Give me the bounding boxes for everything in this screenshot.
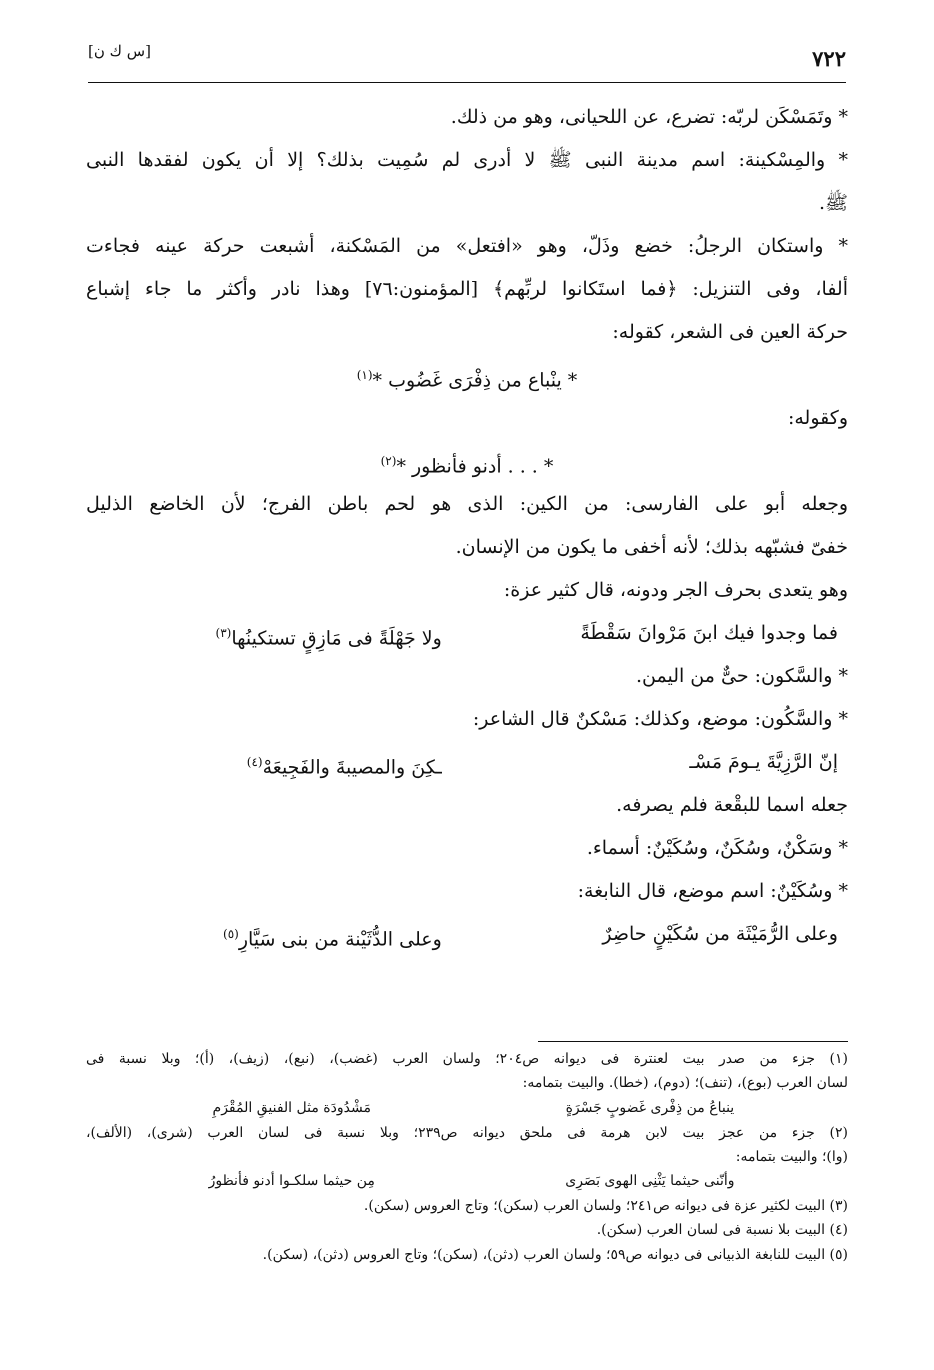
entry-kuthayyir-intro: وهو يتعدى بحرف الجر ودونه، قال كثير عزة:: [503, 579, 848, 601]
footnote-1-line2: لسان العرب (بوع)، (تنف)؛ (دوم)، (خطا). والبيت بتمامه:: [522, 1075, 848, 1092]
footnote-mark-2: (٢): [380, 454, 397, 468]
footnote-2-verse-b: مِن حيثما سلكـوا أدنو فأنظورُ: [208, 1173, 375, 1190]
entry-buqa: جعله اسما للبقْعة فلم يصرفه.: [616, 794, 848, 816]
verse-1-text: * ينْباع من ذِفْرَى غَضُوب *: [372, 369, 578, 392]
footnote-rule: [538, 1041, 848, 1042]
entry-sakun-place: * والسَّكُون: موضع، وكذلك: مَسْكنٌ قال الشاعر:: [472, 708, 848, 730]
verse-4-second-hemistich: [91, 741, 442, 784]
entry-istakana-line1: * واستكان الرجلُ: خضع وذَلّ، وهو «افتعل» من المَسْكنة، أشبعت حركة عينه فجاءت: [86, 235, 848, 257]
footnote-mark-1: (١): [356, 368, 373, 382]
page-number: ٧٢٢: [812, 46, 846, 71]
entry-sakun-tribe: * والسَّكون: حىٌّ من اليمن.: [635, 665, 848, 687]
footnote-5: (٥) البيت للنابغة الذبيانى فى ديوانه ص٥٩؛ ولسان العرب (دثن)، (سكن)؛ وتاج العروس (دثن)، (سكن).: [262, 1246, 848, 1263]
verse-4-first-hemistich: إنّ الرَّزِيَّةَ يـومَ مَسْـ: [689, 751, 838, 773]
footnote-1-verse-a: ينباعُ من ذِفْرى غَضوبٍ جَسْرَةٍ: [565, 1099, 735, 1116]
verse-2: [86, 440, 848, 483]
footnote-mark-3: (٣): [215, 626, 232, 640]
verse-3-second-text: ولا جَهْلَةً فى مَازِقٍ تستكينُها: [231, 627, 442, 650]
verse-5-first-hemistich: وعلى الرُّمَيْثَة من سُكَيْنٍ حاضِرٌ: [602, 923, 838, 945]
footnote-2-verse-a: وأنّنى حيثما يَثْنِى الهوى بَصَرِى: [565, 1173, 735, 1190]
verse-4-second-text: ـكِنَ والمصيبةَ والفَجِيعَهْ: [262, 756, 442, 779]
section-reference: [س ك ن]: [88, 42, 151, 60]
footnote-2-line2: (وا)؛ والبيت بتمامه:: [735, 1148, 848, 1165]
main-text: [86, 96, 848, 956]
verse-2-text: * . . . أدنو فأنظور *: [396, 455, 554, 478]
footnote-2-verse: [86, 1169, 848, 1194]
footnote-4: (٤) البيت بلا نسبة فى لسان العرب (سكن).: [596, 1222, 848, 1239]
verse-5-second-text: وعلى الدُّثَيْنة من بنى سَيَّارِ: [238, 928, 442, 951]
entry-istakana-line3: حركة العين فى الشعر، كقوله:: [612, 321, 848, 343]
verse-1: [86, 354, 848, 397]
entry-sukayn: * وسُكَيْنٌ: اسم موضع، قال النابغة:: [577, 880, 848, 902]
entry-farisi-line1: وجعله أبو على الفارسى: من الكين: الذى هو لحم باطن الفرج؛ لأن الخاضع الذليل: [86, 493, 848, 515]
kaqawlih-label: وكقوله:: [787, 407, 848, 429]
footnote-2-line1: (٢) جزء من عجز بيت لابن هرمة فى ملحق ديوانه ص٢٣٩؛ وبلا نسبة فى لسان العرب (شرى)، (الألف)،: [86, 1124, 848, 1141]
entry-istakana-line2: ألفا، وفى التنزيل: ﴿فما استَكانوا لربِّهم﴾ [المؤمنون:٧٦] وهذا نادر وأكثر ما جاء إشباع: [86, 278, 848, 300]
footnote-1-verse-b: مَشْدُودَة مثل الفنيقِ المُقْرَمِ: [212, 1099, 371, 1116]
entry-farisi-line2: خفىّ فشبّهه بذلك؛ لأنه أخفى ما يكون من الإنسان.: [455, 536, 848, 558]
verse-3: [86, 612, 848, 655]
footnote-mark-4: (٤): [246, 755, 263, 769]
verse-4: [86, 741, 848, 784]
entry-tamaskana: * وتَمَسْكَن لربّه: تضرع، عن اللحيانى، وهو من ذلك.: [450, 106, 848, 128]
entry-miskina-line2: ﷺ.: [819, 192, 848, 214]
verse-5: [86, 913, 848, 956]
entry-miskina-line1: * والمِسْكينة: اسم مدينة النبى ﷺ لا أدرى لم سُمِيت بذلك؟ إلا أن يكون لفقدها النبى: [86, 149, 848, 171]
verse-3-second-hemistich: [91, 612, 442, 655]
footnote-mark-5: (٥): [223, 927, 239, 941]
entry-names: * وسَكْنٌ، وسُكَنٌ، وسُكَيْنٌ: أسماء.: [586, 837, 848, 859]
footnote-1-verse: [86, 1096, 848, 1121]
header-rule: [88, 82, 846, 83]
footnote-1-line1: (١) جزء من صدر بيت لعنترة فى ديوانه ص٢٠٤؛ ولسان العرب (غضب)، (نبع)، (زيف)، (أ)؛ وبلا نسبة فى: [86, 1051, 848, 1067]
verse-5-second-hemistich: [91, 913, 442, 956]
verse-3-first-hemistich: فما وجدوا فيك ابنَ مَرْوانَ سَقْطَةً: [580, 622, 838, 644]
footnote-3: (٣) البيت لكثير عزة فى ديوانه ص٢٤١؛ ولسان العرب (سكن)؛ وتاج العروس (سكن).: [363, 1198, 848, 1215]
footnotes: [86, 1047, 848, 1267]
